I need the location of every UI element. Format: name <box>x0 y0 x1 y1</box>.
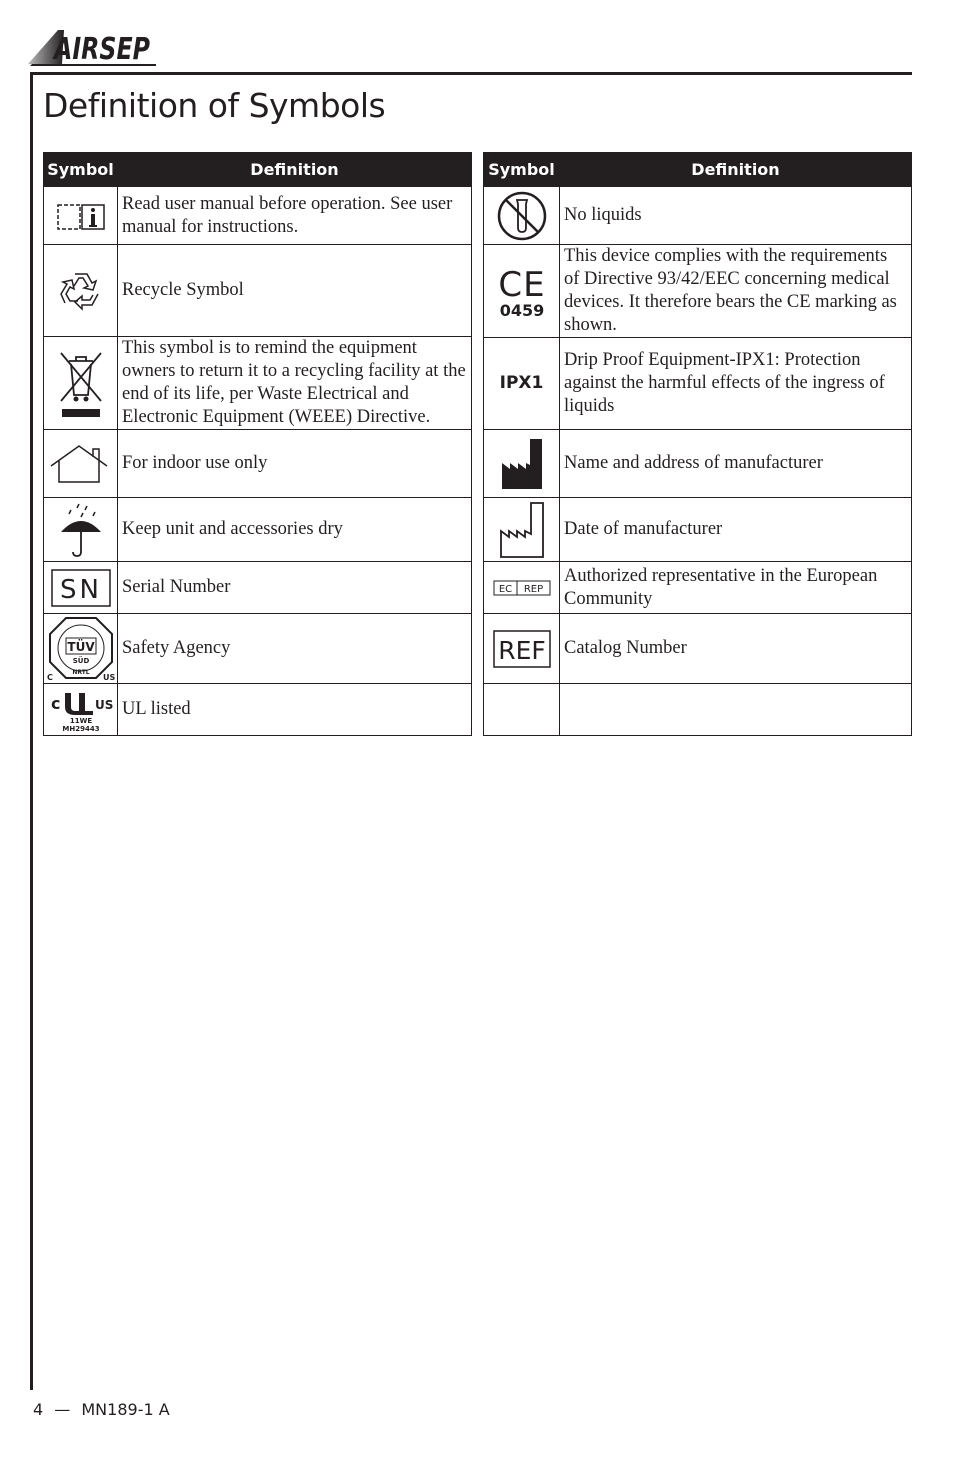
tuv-icon <box>44 616 118 682</box>
page-title: Definition of Symbols <box>43 86 386 125</box>
table-row <box>484 684 912 736</box>
svg-text:AIRSEP: AIRSEP <box>52 32 151 67</box>
definition-cell: Safety Agency <box>118 614 472 684</box>
table-row <box>484 245 912 338</box>
umbrella-icon <box>57 500 105 560</box>
symbol-cell <box>44 614 118 684</box>
definition-cell: Serial Number <box>118 562 472 614</box>
symbol-cell <box>484 562 560 614</box>
symbol-cell <box>484 498 560 562</box>
ipx1-icon: IPX1 <box>499 373 544 393</box>
symbol-cell <box>484 338 560 430</box>
symbol-column-header: Symbol <box>484 153 560 187</box>
svg-text:SN: SN <box>59 574 102 605</box>
definition-cell: This device complies with the requirements of Directive 93/42/EEC concerning medical devices. It therefore bears the CE marking as shown. <box>560 245 912 338</box>
svg-text:US: US <box>103 672 116 682</box>
svg-text:11WE: 11WE <box>69 716 92 725</box>
table-row <box>44 430 472 498</box>
ref-icon <box>492 629 552 669</box>
definition-cell: Date of manufacturer <box>560 498 912 562</box>
definition-cell: Keep unit and accessories dry <box>118 498 472 562</box>
table-row <box>44 498 472 562</box>
recycle-icon <box>58 268 104 314</box>
definition-cell: Read user manual before operation. See user manual for instructions. <box>118 187 472 245</box>
table-row <box>484 187 912 245</box>
ce-mark-icon <box>496 264 548 318</box>
definition-cell: UL listed <box>118 684 472 736</box>
symbol-cell <box>44 684 118 736</box>
table-row <box>44 684 472 736</box>
definition-cell: Recycle Symbol <box>118 245 472 337</box>
symbol-cell <box>484 430 560 498</box>
table-row <box>44 562 472 614</box>
definition-cell: Name and address of manufacturer <box>560 430 912 498</box>
house-icon <box>49 444 113 484</box>
definition-cell: Authorized representative in the European Community <box>560 562 912 614</box>
table-header-row <box>484 153 912 187</box>
svg-text:REP: REP <box>523 583 543 595</box>
svg-text:EC: EC <box>498 583 512 595</box>
table-header-row <box>44 153 472 187</box>
svg-text:c: c <box>50 693 60 713</box>
page-number: 4 <box>33 1400 44 1419</box>
sn-icon <box>50 568 112 608</box>
definition-cell: For indoor use only <box>118 430 472 498</box>
svg-text:C: C <box>47 672 53 682</box>
ul-icon <box>49 687 113 733</box>
page-left-rule <box>30 72 33 1390</box>
symbols-table-right <box>483 152 912 736</box>
table-row <box>44 245 472 337</box>
svg-text:CE: CE <box>497 265 546 305</box>
svg-text:NRTL: NRTL <box>72 668 90 676</box>
symbol-cell <box>44 562 118 614</box>
manual-info-icon <box>56 201 106 231</box>
definition-cell <box>560 684 912 736</box>
table-row <box>484 498 912 562</box>
header-rule <box>30 72 912 75</box>
table-row <box>484 562 912 614</box>
symbol-cell <box>484 614 560 684</box>
table-row <box>484 338 912 430</box>
svg-text:TÜV: TÜV <box>67 639 95 654</box>
definition-cell: Drip Proof Equipment-IPX1: Protection against the harmful effects of the ingress of liquids <box>560 338 912 430</box>
svg-text:US: US <box>94 697 113 712</box>
date-of-manufacture-icon <box>499 501 545 559</box>
symbol-cell <box>484 684 560 736</box>
svg-text:SÜD: SÜD <box>72 656 90 665</box>
table-row <box>44 614 472 684</box>
page-footer <box>33 1400 170 1419</box>
symbol-cell <box>44 245 118 337</box>
ec-rep-icon <box>493 580 551 596</box>
definition-column-header: Definition <box>560 153 912 187</box>
footer-separator: — <box>54 1400 71 1419</box>
definition-cell: No liquids <box>560 187 912 245</box>
manufacturer-factory-icon <box>500 437 544 491</box>
symbols-table-left <box>43 152 472 736</box>
symbol-cell <box>484 245 560 338</box>
definition-column-header: Definition <box>118 153 472 187</box>
symbol-cell <box>44 430 118 498</box>
definition-cell: Catalog Number <box>560 614 912 684</box>
definition-cell: This symbol is to remind the equipment owners to return it to a recycling facility at the end of its life, per Waste Electrical and Electronic Equipment (WEEE) Directive. <box>118 337 472 430</box>
airsep-logo <box>28 24 156 66</box>
svg-text:MH29443: MH29443 <box>61 724 100 733</box>
svg-text:REF: REF <box>497 635 546 665</box>
symbol-column-header: Symbol <box>44 153 118 187</box>
weee-bin-icon <box>56 347 106 419</box>
table-row <box>484 614 912 684</box>
symbol-cell <box>44 498 118 562</box>
table-row <box>484 430 912 498</box>
no-liquids-icon <box>496 190 548 242</box>
symbol-cell <box>484 187 560 245</box>
svg-text:0459: 0459 <box>499 301 544 320</box>
table-row <box>44 337 472 430</box>
symbol-cell <box>44 337 118 430</box>
document-code: MN189-1 A <box>81 1400 170 1419</box>
table-row <box>44 187 472 245</box>
symbol-cell <box>44 187 118 245</box>
